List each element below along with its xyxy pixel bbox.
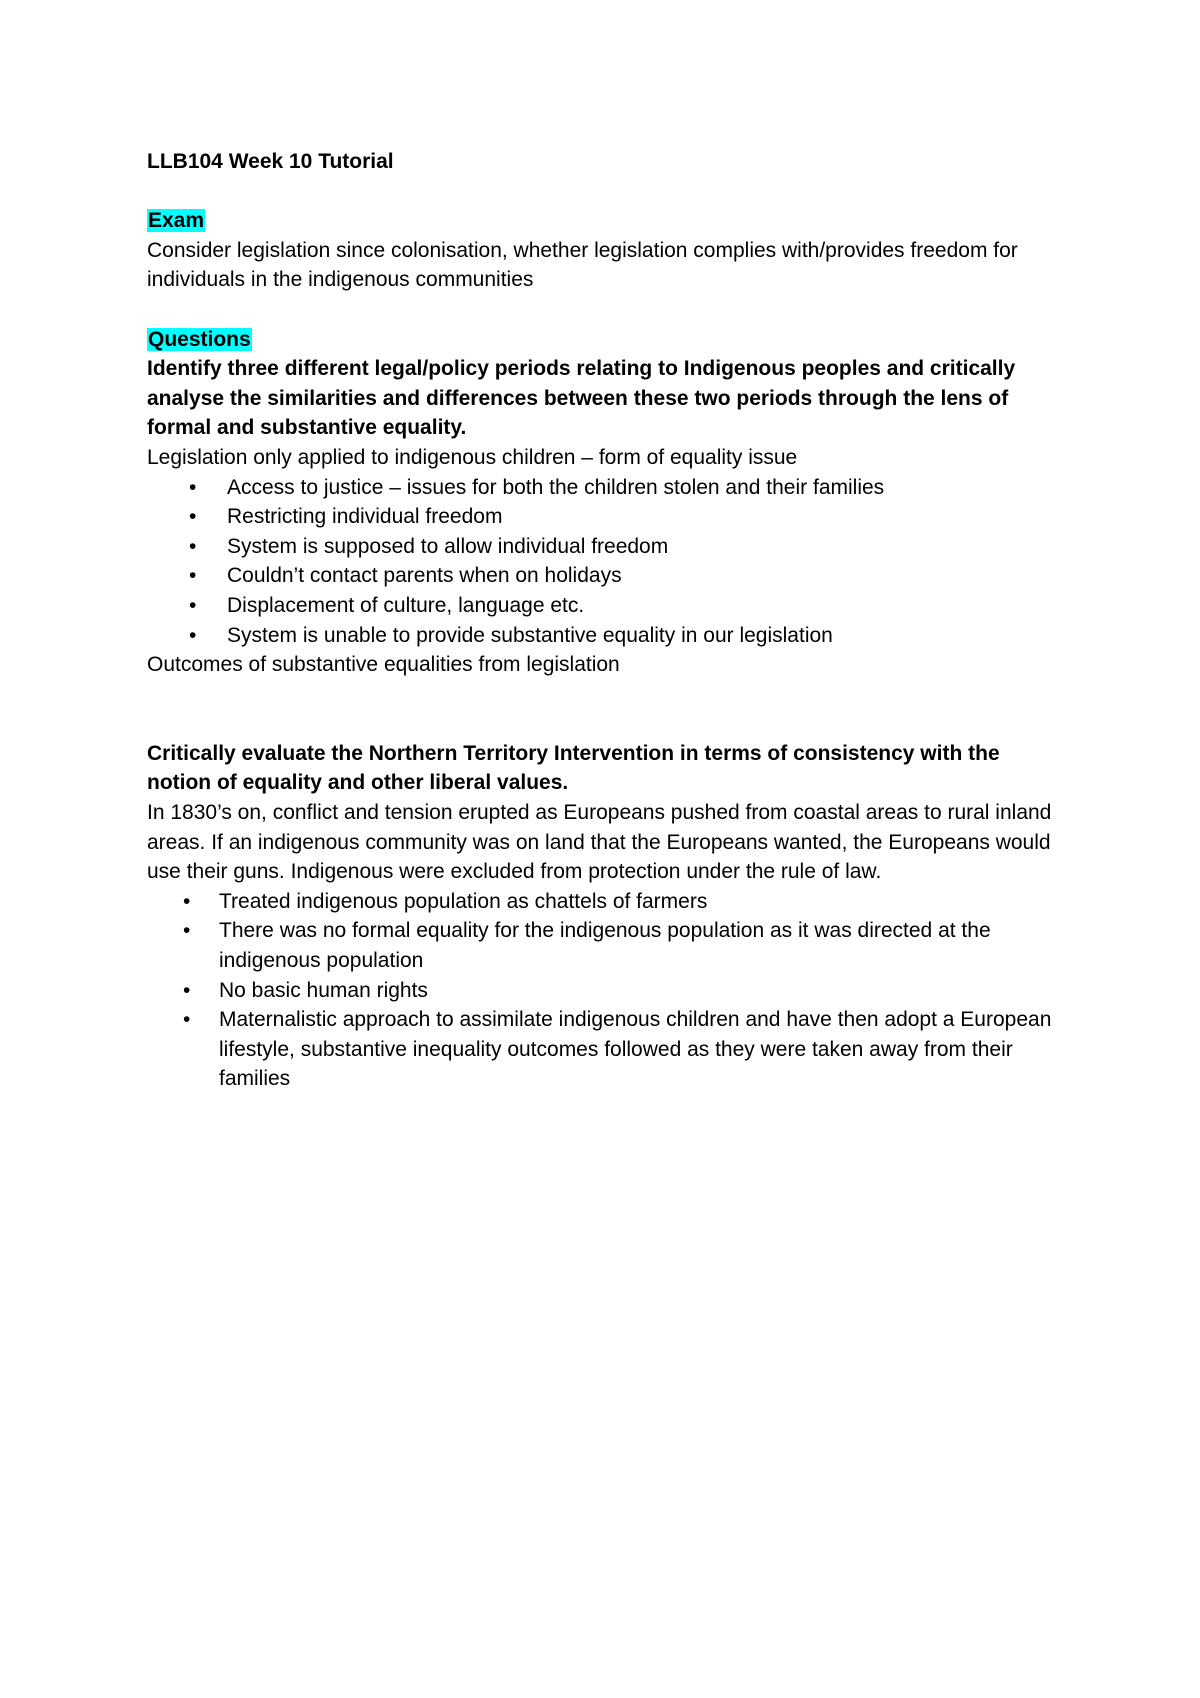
question-1-outro: Outcomes of substantive equalities from legislation [147, 653, 620, 677]
list-item [147, 532, 1067, 562]
list-item-text: Couldn’t contact parents when on holidays [227, 564, 622, 588]
list-item-text: No basic human rights [219, 978, 428, 1002]
list-item-text: Displacement of culture, language etc. [227, 593, 585, 617]
list-item [147, 916, 1067, 975]
bullet-icon: • [183, 889, 191, 913]
question-2-section [147, 739, 1067, 1094]
questions-heading: Questions [148, 327, 251, 351]
list-item-text: Maternalistic approach to assimilate indigenous children and have then adopt a European lifestyle, substantive inequality outcomes followed as they were taken away from their families [219, 1008, 1052, 1091]
question-2-intro: In 1830’s on, conflict and tension erupted as Europeans pushed from coastal areas to rural inland areas. If an indigenous community was on land that the Europeans wanted, the Europeans would use their guns. Indigenous were excluded from protection under the rule of law. [147, 801, 1052, 884]
list-item [147, 887, 1067, 917]
bullet-icon: • [189, 564, 197, 588]
question-1-bullet-list [147, 473, 1067, 651]
exam-text: Consider legislation since colonisation, whether legislation complies with/provides freedom for individuals in the indigenous communities [147, 238, 1018, 292]
question-1-intro: Legislation only applied to indigenous children – form of equality issue [147, 445, 798, 469]
list-item-text: System is supposed to allow individual freedom [227, 534, 669, 558]
list-item-text: Access to justice – issues for both the children stolen and their families [227, 475, 885, 499]
spacer [147, 709, 1067, 739]
exam-heading-line [147, 206, 1067, 236]
list-item [147, 561, 1067, 591]
question-1: Identify three different legal/policy periods relating to Indigenous peoples and critically analyse the similarities and differences between these two periods through the lens of formal and substantive equality. [147, 357, 1016, 440]
questions-heading-line [147, 325, 1067, 355]
bullet-icon: • [189, 534, 197, 558]
list-item [147, 502, 1067, 532]
spacer [147, 680, 1067, 710]
bullet-icon: • [183, 978, 191, 1002]
list-item [147, 976, 1067, 1006]
list-item [147, 621, 1067, 651]
list-item-text: System is unable to provide substantive equality in our legislation [227, 623, 833, 647]
bullet-icon: • [189, 475, 197, 499]
bullet-icon: • [189, 623, 197, 647]
document-page [147, 147, 1067, 1094]
list-item [147, 1005, 1067, 1094]
question-1-section [147, 354, 1067, 680]
list-item-text: There was no formal equality for the indigenous population as it was directed at the indigenous population [219, 919, 991, 973]
exam-heading: Exam [148, 209, 205, 233]
question-2: Critically evaluate the Northern Territory Intervention in terms of consistency with the notion of equality and other liberal values. [147, 741, 1000, 795]
bullet-icon: • [189, 593, 197, 617]
question-2-bullet-list [147, 887, 1067, 1094]
list-item-text: Treated indigenous population as chattels of farmers [219, 889, 708, 913]
bullet-icon: • [183, 1008, 191, 1032]
list-item [147, 591, 1067, 621]
spacer [147, 295, 1067, 325]
document-title: LLB104 Week 10 Tutorial [147, 150, 394, 173]
list-item [147, 473, 1067, 503]
bullet-icon: • [189, 505, 197, 529]
spacer [147, 177, 1067, 207]
bullet-icon: • [183, 919, 191, 943]
list-item-text: Restricting individual freedom [227, 505, 503, 529]
